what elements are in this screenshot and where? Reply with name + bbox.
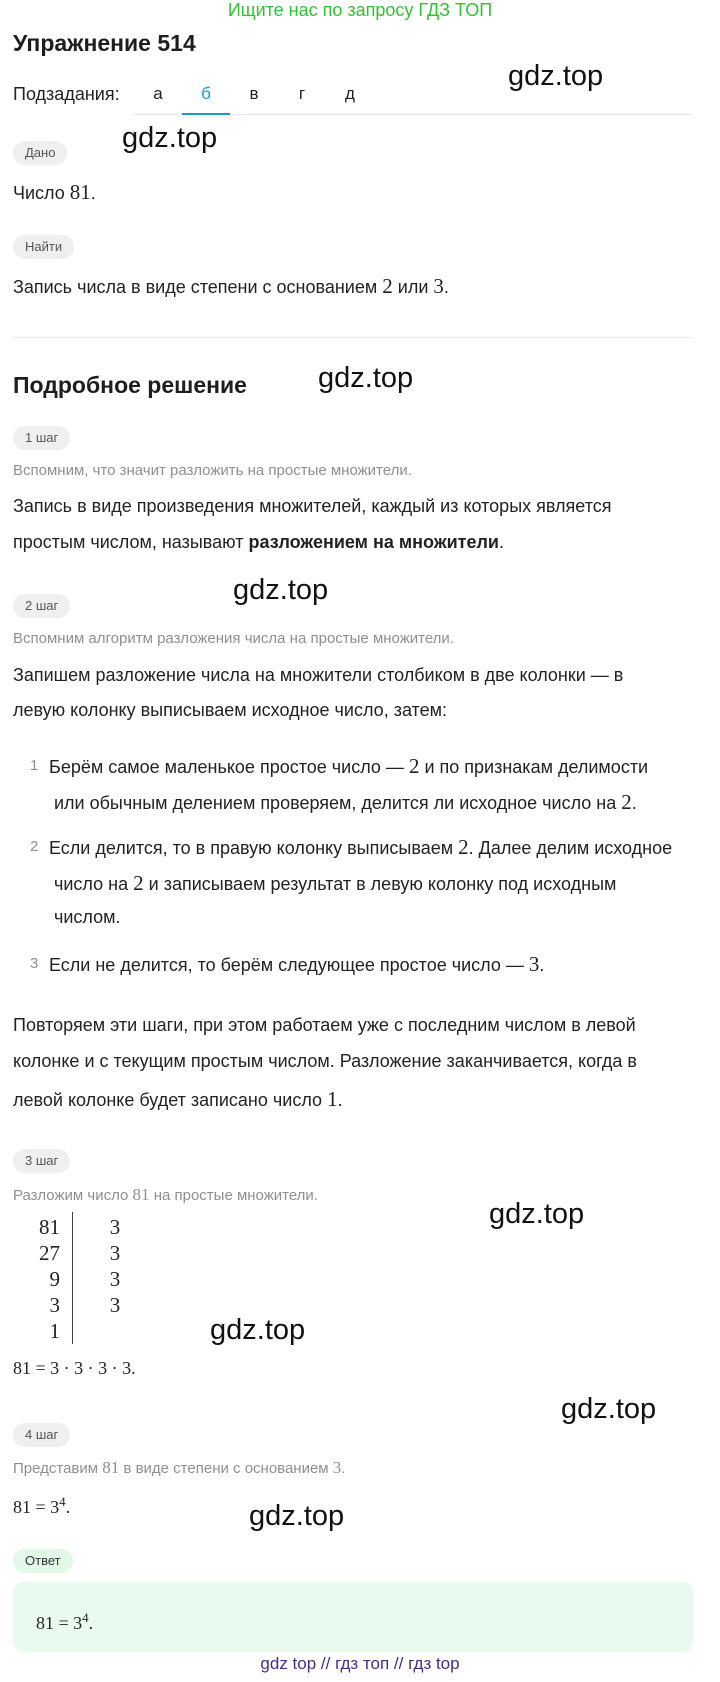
list-math: 3 [528,952,540,976]
step4-expr-exponent: 4 [59,1494,66,1509]
list-number: 1 [30,757,39,774]
left-column-value: 1 [49,1319,60,1343]
answer-expr-end: . [88,1613,94,1633]
watermark: gdz.top [122,122,218,154]
left-column-value: 9 [49,1267,60,1291]
repeat-end: . [337,1090,343,1110]
step2-chip: 2 шаг [13,594,70,618]
given-number: 81 [69,180,91,204]
list-text: . [631,793,637,813]
right-column-value: 3 [109,1241,121,1265]
page-title: Упражнение 514 [13,30,196,56]
footer-links[interactable]: gdz top // гдз топ // гдз top [260,1654,460,1673]
step4-hint-base: 3 [332,1458,342,1477]
top-banner: Ищите нас по запросу ГДЗ ТОП [227,0,493,20]
given-end: . [90,183,96,203]
step1-line2-text: простым числом, называют [13,532,244,552]
watermark: gdz.top [249,1500,345,1532]
step4-hint [13,1458,345,1478]
list-text: Берём самое маленькое простое число — [49,757,404,777]
given-label: Число [13,183,65,203]
tab-d[interactable]: д [345,84,355,103]
step2-line1: Запишем разложение числа на множители столбиком в две колонки — в [13,665,624,685]
step4-hint-text: в виде степени с основанием [123,1460,329,1477]
watermark: gdz.top [318,362,414,394]
subtask-tabs [134,74,692,115]
find-label: Запись числа в виде степени с основанием [13,277,378,297]
step1-chip: 1 шаг [13,426,70,450]
answer-box [13,1582,693,1652]
tab-a[interactable]: а [153,84,163,103]
list-number: 3 [30,955,39,972]
step1-line2-end: . [498,532,504,552]
list-text: Если не делится, то берём следующее простое число — [49,955,524,975]
watermark: gdz.top [233,574,329,606]
list-item-2-line3: числом. [54,907,121,927]
tab-v[interactable]: в [249,84,259,103]
step1-line2 [13,532,504,553]
find-or: или [397,277,429,297]
step1-line1: Запись в виде произведения множителей, каждый из которых является [13,496,612,516]
list-item-2-line2 [54,871,616,896]
repeat-line2: колонке и с текущим простым числом. Разложение заканчивается, когда в [13,1051,637,1071]
step4-hint-num: 81 [102,1458,120,1477]
list-math: 2 [408,754,420,778]
answer-expr-exponent: 4 [82,1610,89,1625]
step3-chip: 3 шаг [13,1149,70,1173]
step4-expr-base: 81 = 3 [13,1497,60,1517]
step4-hint-end: . [341,1460,346,1477]
repeat-text: левой колонке будет записано число [13,1090,323,1110]
watermark: gdz.top [210,1314,306,1346]
answer-expression [36,1610,93,1634]
step3-hint [13,1185,318,1205]
given-chip: Дано [13,141,67,165]
tab-g[interactable]: г [298,84,306,103]
list-text: число на [54,874,129,894]
repeat-line1: Повторяем эти шаги, при этом работаем уже с последним числом в левой [13,1015,636,1035]
list-text: . Далее делим исходное [468,838,673,858]
list-item-1-line2 [54,790,637,815]
step2-hint: Вспомним алгоритм разложения числа на простые множители. [13,630,454,647]
answer-chip: Ответ [13,1549,73,1573]
left-column-value: 3 [49,1293,60,1317]
solution-title: Подробное решение [13,372,247,398]
watermark: gdz.top [561,1393,657,1425]
divider [13,337,693,338]
list-item-1-line1 [49,754,648,779]
list-item-3-line1 [49,952,544,977]
left-column-value: 81 [39,1215,60,1239]
find-base-a: 2 [382,274,393,298]
list-number: 2 [30,838,39,855]
repeat-math: 1 [327,1087,338,1111]
find-end: . [443,277,449,297]
step1-hint: Вспомним, что значит разложить на простые множители. [13,462,412,479]
watermark: gdz.top [489,1198,585,1230]
watermark: gdz.top [508,60,604,92]
given-text [13,180,96,205]
list-text: Если делится, то в правую колонку выписываем [49,838,454,858]
step1-term: разложением на множители [248,532,499,552]
find-chip: Найти [13,235,74,259]
find-text [13,274,449,299]
step3-hint-text: на простые множители. [153,1187,318,1204]
step3-hint-num: 81 [132,1185,150,1204]
step3-hint-text: Разложим число [13,1187,129,1204]
list-text: или обычным делением проверяем, делится ли исходное число на [54,793,617,813]
left-column-value: 27 [39,1241,60,1265]
right-column-value: 3 [109,1293,121,1317]
step4-expression [13,1494,70,1518]
list-text: и записываем результат в левую колонку под исходным [148,874,617,894]
list-math: 2 [621,790,632,814]
right-column-value: 3 [109,1267,121,1291]
subtasks-label: Подзадания: [13,84,120,104]
list-text: и по признакам делимости [424,757,649,777]
step4-expr-end: . [65,1497,71,1517]
right-column-value: 3 [109,1215,121,1239]
step4-hint-text: Представим [13,1460,99,1477]
tab-b[interactable]: б [182,74,230,114]
answer-expr-base: 81 = 3 [36,1613,83,1633]
step3-result: 81 = 3 · 3 · 3 · 3. [13,1358,136,1378]
list-text: . [539,955,545,975]
column-divider [72,1212,73,1344]
list-item-2-line1 [49,835,672,860]
repeat-line3 [13,1087,343,1112]
step2-line2: левую колонку выписываем исходное число, затем: [13,700,447,720]
find-base-b: 3 [433,274,444,298]
step4-chip: 4 шаг [13,1423,70,1447]
list-math: 2 [133,871,144,895]
list-math: 2 [458,835,469,859]
